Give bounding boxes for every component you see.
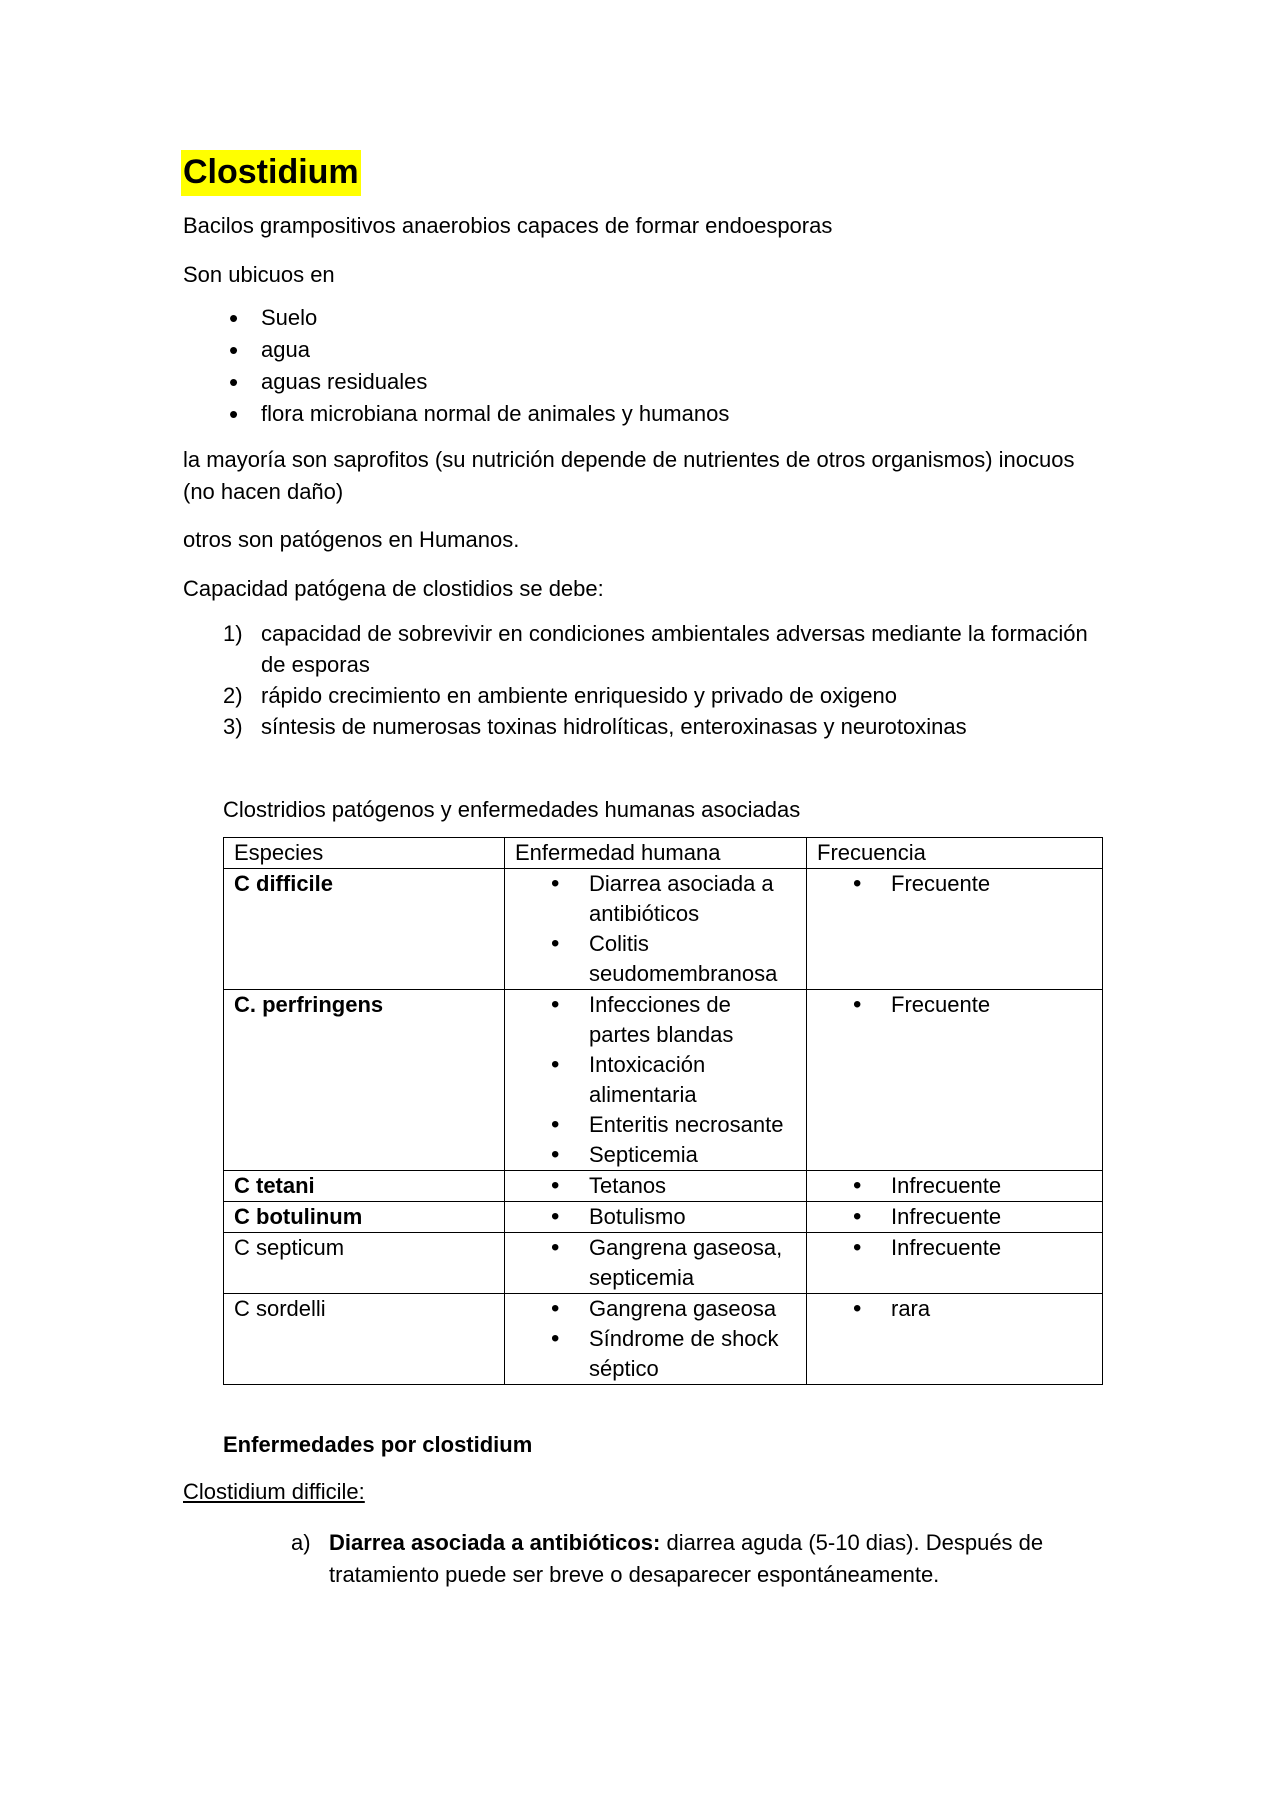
table-row [224,1171,1103,1202]
list-item: • Diarrea asociada a antibióticos [549,869,796,929]
document-page [183,150,1103,1591]
list-item: • Infecciones de partes blandas [549,990,796,1050]
list-item: • Síndrome de shock séptico [549,1324,796,1384]
table-row [224,1233,1103,1294]
list-item: • agua [229,334,1103,366]
list-item: • Gangrena gaseosa, septicemia [549,1233,796,1293]
list-item: • Septicemia [549,1140,796,1170]
list-number: 3) [223,714,243,739]
disease-cell [505,990,807,1171]
list-item: • Infrecuente [851,1233,1092,1263]
list-item: • rara [851,1294,1092,1324]
table-row [224,990,1103,1171]
list-item [223,618,1103,680]
list-item: • Suelo [229,302,1103,334]
list-item-text: síntesis de numerosas toxinas hidrolíticas, enteroxinasas y neurotoxinas [261,714,967,739]
list-item: • Botulismo [549,1202,796,1232]
intro-paragraph: Bacilos grampositivos anaerobios capaces de formar endoesporas [183,213,833,238]
column-header: Frecuencia [807,838,1103,869]
frequency-cell [807,1233,1103,1294]
table-row [224,1202,1103,1233]
list-item: • Infrecuente [851,1171,1092,1201]
species-cell: C tetani [224,1171,505,1202]
column-header: Especies [224,838,505,869]
list-number: 2) [223,683,243,708]
list-item: • Frecuente [851,869,1092,899]
list-item: • aguas residuales [229,366,1103,398]
disease-cell [505,1233,807,1294]
habitat-list [183,302,1103,430]
list-item: • Gangrena gaseosa [549,1294,796,1324]
disease-cell [505,869,807,990]
frequency-cell [807,869,1103,990]
species-cell: C sordelli [224,1294,505,1385]
disease-cell [505,1171,807,1202]
frequency-cell [807,990,1103,1171]
item-text [329,1527,1103,1591]
disease-cell [505,1294,807,1385]
item-letter: a) [291,1530,311,1555]
list-item: • Enteritis necrosante [549,1110,796,1140]
list-item: • Infrecuente [851,1202,1092,1232]
disease-cell [505,1202,807,1233]
reasons-list [183,618,1103,742]
page-title: Clostidium [181,150,361,196]
list-number: 1) [223,621,243,646]
list-item: • Tetanos [549,1171,796,1201]
section-heading: Enfermedades por clostidium [223,1432,533,1457]
table-row [224,869,1103,990]
frequency-cell [807,1202,1103,1233]
species-cell: C septicum [224,1233,505,1294]
list-item [223,711,1103,742]
item-description: diarrea aguda (5-10 dias). Después de tratamiento puede ser breve o desaparecer espontáneamente. [329,1530,1044,1587]
saprophytes-paragraph: la mayoría son saprofitos (su nutrición depende de nutrientes de otros organismos) inocuos (no hacen daño) [183,447,1075,504]
table-caption: Clostridios patógenos y enfermedades humanas asociadas [223,797,801,822]
lettered-item [183,1527,1103,1591]
list-item: • flora microbiana normal de animales y humanos [229,398,1103,430]
list-item-text: rápido crecimiento en ambiente enriquesido y privado de oxigeno [261,683,897,708]
table-header-row [224,838,1103,869]
list-item-text: capacidad de sobrevivir en condiciones ambientales adversas mediante la formación de esporas [261,621,1088,677]
list-item: • Colitis seudomembranosa [549,929,796,989]
item-term: Diarrea asociada a antibióticos: [329,1530,661,1555]
column-header: Enfermedad humana [505,838,807,869]
pathogens-paragraph: otros son patógenos en Humanos. [183,527,520,552]
capacity-lead: Capacidad patógena de clostidios se debe: [183,576,604,601]
list-item: • Frecuente [851,990,1092,1020]
clostridia-table [223,837,1103,1385]
list-item: • Intoxicación alimentaria [549,1050,796,1110]
frequency-cell [807,1171,1103,1202]
sub-heading: Clostidium difficile: [183,1479,365,1504]
table-row [224,1294,1103,1385]
species-cell: C difficile [224,869,505,990]
list-item [223,680,1103,711]
frequency-cell [807,1294,1103,1385]
species-cell: C botulinum [224,1202,505,1233]
habitat-lead: Son ubicuos en [183,262,335,287]
species-cell: C. perfringens [224,990,505,1171]
